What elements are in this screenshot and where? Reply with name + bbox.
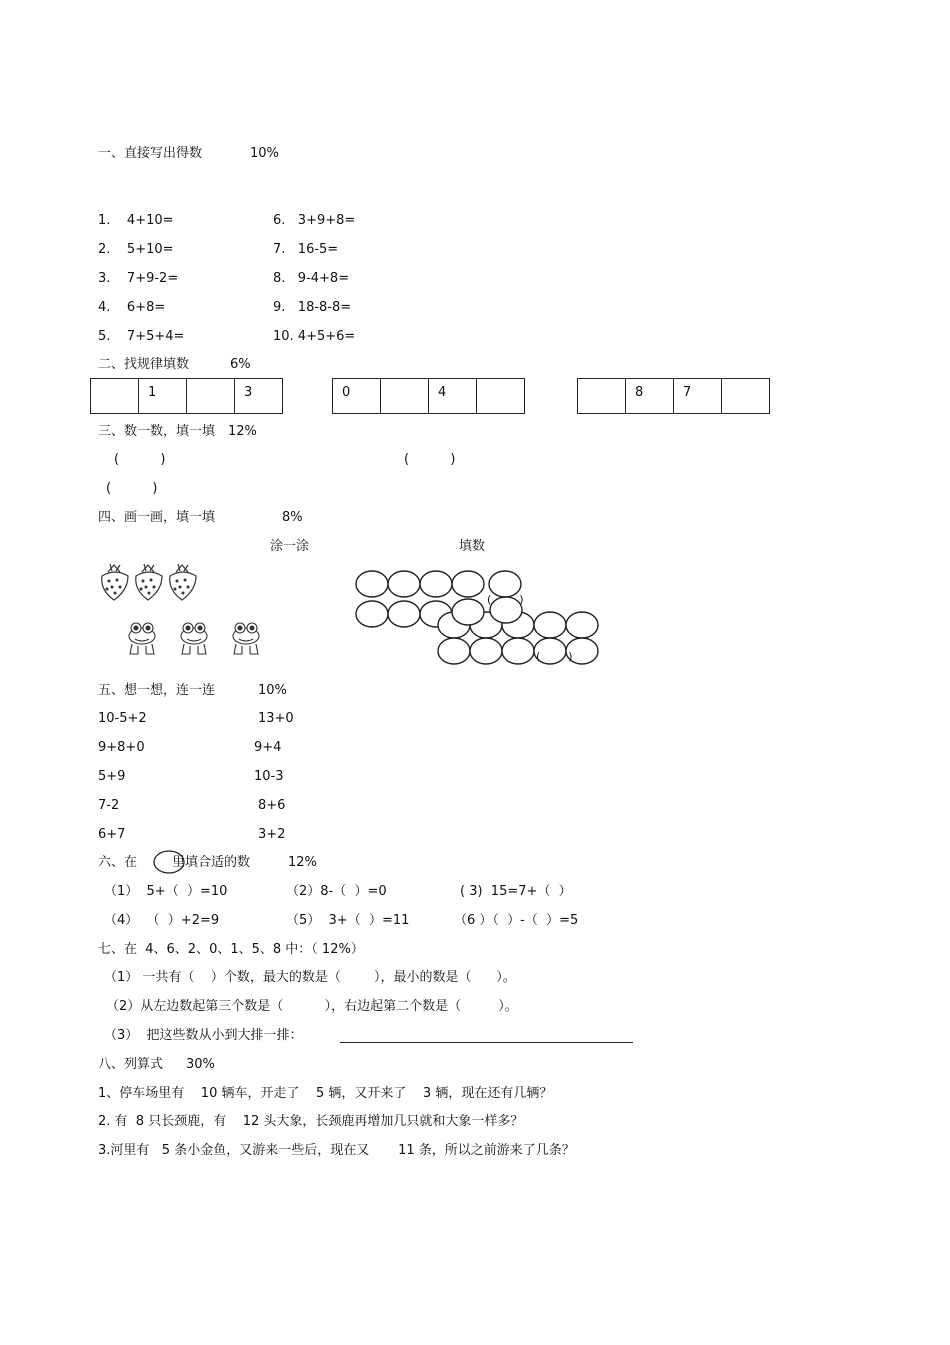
pattern-cell[interactable] — [91, 379, 139, 413]
bubble-circle[interactable] — [534, 612, 566, 638]
bubble-circle[interactable] — [356, 571, 388, 597]
fill-problem-1[interactable]: （1） 5+（ ）=10 — [104, 884, 228, 899]
section-1-title: 一、直接写出得数 — [98, 146, 203, 161]
pattern-row-2 — [332, 378, 525, 414]
count-answer-2[interactable]: ( ) — [404, 452, 456, 467]
pattern-cell[interactable] — [578, 379, 626, 413]
section-2-percent: 6% — [230, 357, 251, 372]
fill-problem-2[interactable]: （2）8-（ ）=0 — [286, 884, 387, 899]
pattern-cell[interactable] — [477, 379, 524, 413]
bubble-answer-1[interactable]: ( ) — [487, 593, 524, 606]
count-answer-1[interactable]: ( ) — [114, 452, 166, 467]
section-4-percent: 8% — [282, 510, 303, 525]
match-left-item[interactable]: 5+9 — [98, 769, 126, 784]
section-8-title: 八、列算式 — [98, 1057, 164, 1072]
section-3-percent: 12% — [228, 424, 257, 439]
fill-number-label: 填数 — [459, 539, 486, 554]
strawberries-illustration — [96, 562, 206, 604]
pattern-cell[interactable]: 4 — [429, 379, 477, 413]
bubble-circle[interactable] — [452, 571, 484, 597]
fill-problem-6[interactable]: （6 ）（ ）-（ ）=5 — [454, 913, 579, 928]
problem-1: 1. 4+10= — [98, 213, 174, 228]
question-7-3: （3） 把这些数从小到大排一排： — [104, 1028, 303, 1043]
problem-9: 9. 18-8-8= — [273, 300, 352, 315]
section-4-title: 四、画一画，填一填 — [98, 510, 216, 525]
problem-10: 10. 4+5+6= — [273, 329, 356, 344]
pattern-cell[interactable]: 0 — [333, 379, 381, 413]
pattern-cell[interactable]: 3 — [244, 385, 253, 400]
match-right-item[interactable]: 8+6 — [258, 798, 286, 813]
section-3-title: 三、数一数，填一填 — [98, 424, 216, 439]
bubble-circle[interactable] — [388, 571, 420, 597]
pattern-cell[interactable]: 8 — [626, 379, 674, 413]
section-2-title: 二、找规律填数 — [98, 357, 190, 372]
word-problem-2: 2. 有 8 只长颈鹿，有 12 头大象，长颈鹿再增加几只就和大象一样多？ — [98, 1114, 524, 1129]
color-label: 涂一涂 — [270, 539, 310, 554]
pattern-cell[interactable]: 7 — [674, 379, 722, 413]
question-7-2[interactable]: （2）从左边数起第三个数是（ ），右边起第二个数是（ ）。 — [106, 999, 518, 1014]
fill-problem-3[interactable]: ( 3) 15=7+（ ） — [460, 884, 572, 899]
bubble-circle[interactable] — [438, 638, 470, 664]
bubble-circle[interactable] — [388, 601, 420, 627]
match-right-item[interactable]: 10-3 — [254, 769, 284, 784]
section-5-title: 五、想一想，连一连 — [98, 683, 216, 698]
bubble-circle[interactable] — [420, 571, 452, 597]
bubble-circle[interactable] — [356, 601, 388, 627]
problem-2: 2. 5+10= — [98, 242, 174, 257]
pattern-row-3 — [577, 378, 770, 414]
word-problem-3: 3.河里有 5 条小金鱼，又游来一些后，现在又 11 条，所以之前游来了几条？ — [98, 1143, 575, 1158]
count-answer-3[interactable]: ( ) — [106, 481, 158, 496]
section-6-title-start: 六、在 — [98, 855, 138, 870]
problem-3: 3. 7+9-2= — [98, 271, 179, 286]
answer-line[interactable] — [340, 1042, 633, 1043]
fill-problem-4[interactable]: （4） （ ）+2=9 — [104, 913, 220, 928]
match-left-item[interactable]: 7-2 — [98, 798, 120, 813]
bubble-circle[interactable] — [452, 599, 484, 625]
section-6-percent: 12% — [288, 855, 317, 870]
frogs-illustration — [122, 620, 272, 660]
bubble-circle[interactable] — [502, 638, 534, 664]
question-7-1[interactable]: （1） 一共有（ ）个数，最大的数是（ ），最小的数是（ ）。 — [104, 970, 516, 985]
pattern-cell[interactable] — [381, 379, 429, 413]
section-6-title-end: 里填合适的数 — [172, 855, 251, 870]
match-left-item[interactable]: 10-5+2 — [98, 711, 147, 726]
match-left-item[interactable]: 6+7 — [98, 827, 126, 842]
problem-6: 6. 3+9+8= — [273, 213, 356, 228]
problem-7: 7. 16-5= — [273, 242, 339, 257]
bubble-answer-2[interactable]: ( ) — [536, 650, 573, 663]
match-right-item[interactable]: 9+4 — [254, 740, 282, 755]
pattern-cell[interactable] — [722, 379, 769, 413]
problem-8: 8. 9-4+8= — [273, 271, 350, 286]
match-left-item[interactable]: 9+8+0 — [98, 740, 145, 755]
section-1-percent: 10% — [250, 146, 279, 161]
section-8-percent: 30% — [186, 1057, 215, 1072]
section-7-title: 七、在 4、6、2、0、1、5、8 中：（ 12%） — [98, 942, 364, 957]
fill-problem-5[interactable]: （5） 3+（ ）=11 — [286, 913, 410, 928]
bubble-circle[interactable] — [566, 612, 598, 638]
pattern-cell[interactable]: 1 — [139, 379, 187, 413]
problem-5: 5. 7+5+4= — [98, 329, 185, 344]
section-5-percent: 10% — [258, 683, 287, 698]
match-right-item[interactable]: 3+2 — [258, 827, 286, 842]
pattern-row-1 — [90, 378, 283, 414]
bubble-circle[interactable] — [470, 638, 502, 664]
problem-4: 4. 6+8= — [98, 300, 166, 315]
match-right-item[interactable]: 13+0 — [258, 711, 294, 726]
word-problem-1: 1、停车场里有 10 辆车，开走了 5 辆，又开来了 3 辆，现在还有几辆？ — [98, 1086, 553, 1101]
pattern-cell[interactable] — [187, 379, 235, 413]
